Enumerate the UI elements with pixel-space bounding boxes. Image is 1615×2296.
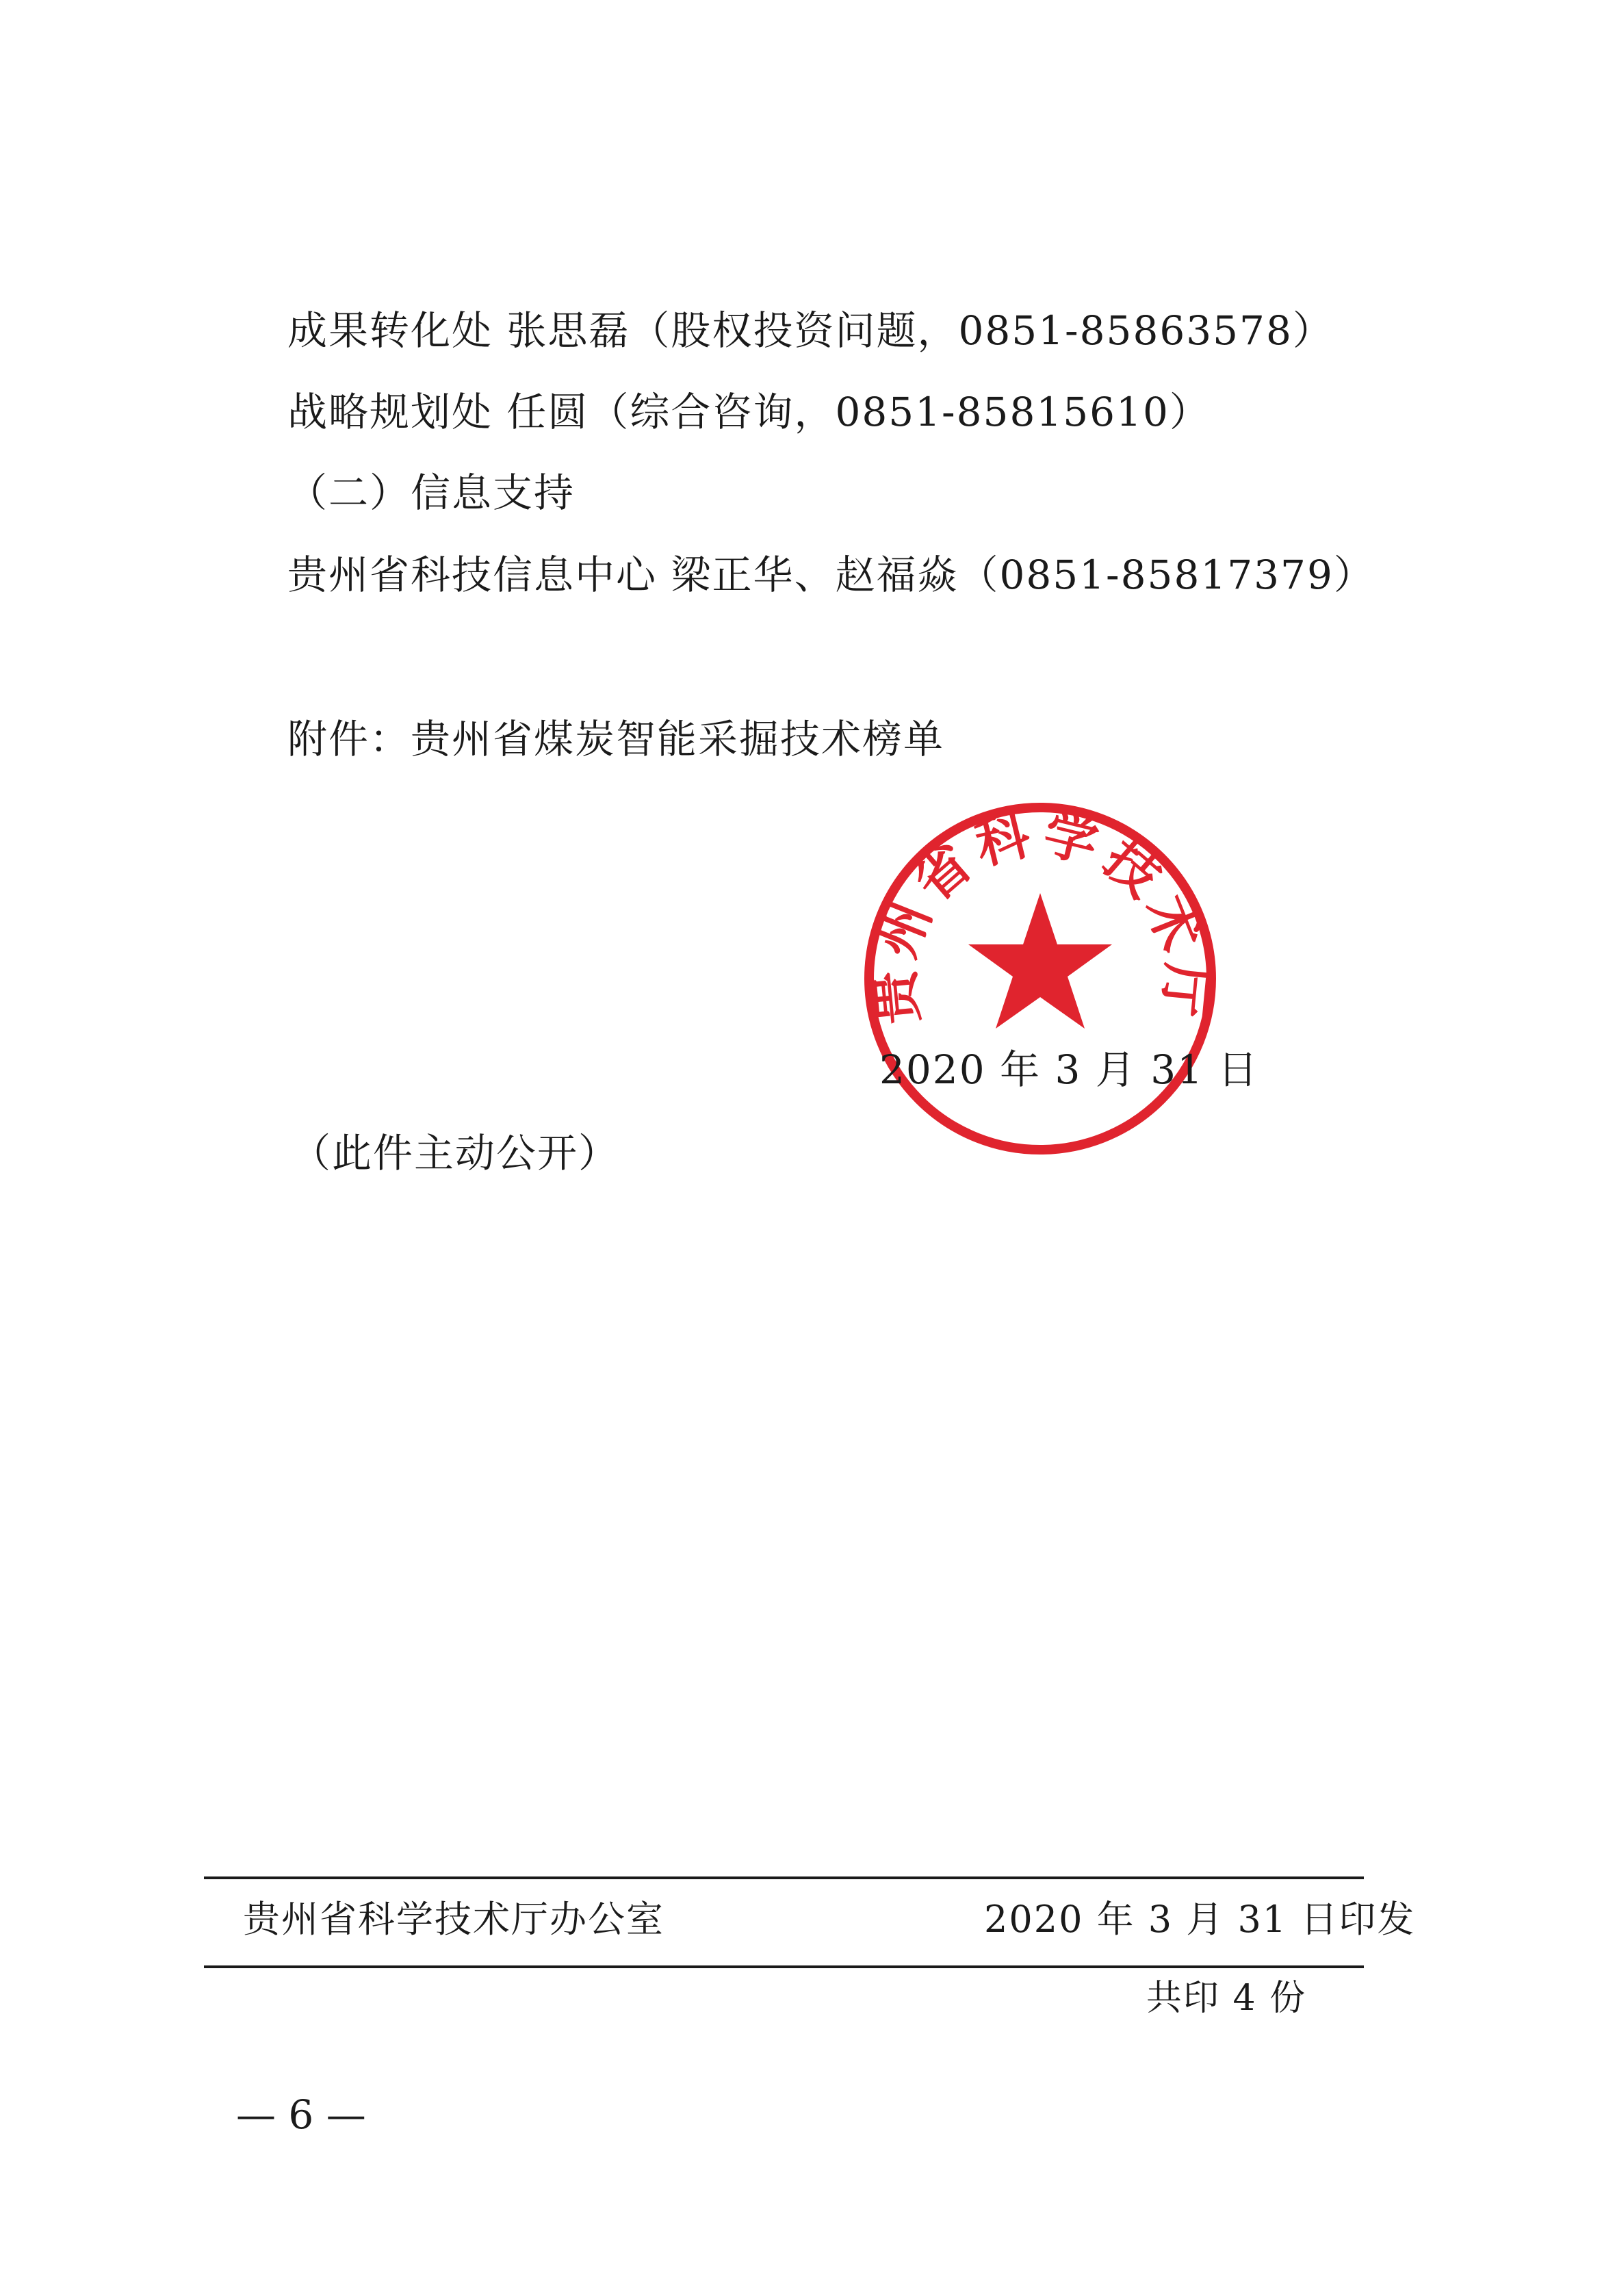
- contact-line-strategic-planning: 战略规划处 任圆（综合咨询，0851-85815610）: [287, 389, 1211, 435]
- footer-top-rule: [204, 1876, 1364, 1879]
- footer-bottom-rule: [204, 1965, 1364, 1968]
- footer-copies: 共印 4 份: [1146, 1978, 1307, 2019]
- seal-text: 贵州省科学技术厅: [862, 801, 1219, 1027]
- section-heading-info-support: （二）信息支持: [287, 469, 576, 516]
- contact-line-info-center: 贵州省科技信息中心 梁正华、赵福焱（0851-85817379）: [287, 552, 1375, 598]
- contact-line-achievement-transfer: 成果转化处 张思磊（股权投资问题，0851-85863578）: [287, 307, 1334, 354]
- disclosure-note: （此件主动公开）: [291, 1130, 620, 1176]
- footer-issuer: 贵州省科学技术厅办公室: [243, 1898, 664, 1941]
- signature-date: 2020 年 3 月 31 日: [879, 1046, 1259, 1093]
- official-seal: [859, 797, 1222, 1160]
- attachment-line: 附件：贵州省煤炭智能采掘技术榜单: [287, 716, 945, 762]
- page-number: — 6 —: [236, 2091, 366, 2138]
- footer-print-date: 2020 年 3 月 31 日印发: [984, 1898, 1416, 1941]
- seal-star-icon: [968, 893, 1112, 1029]
